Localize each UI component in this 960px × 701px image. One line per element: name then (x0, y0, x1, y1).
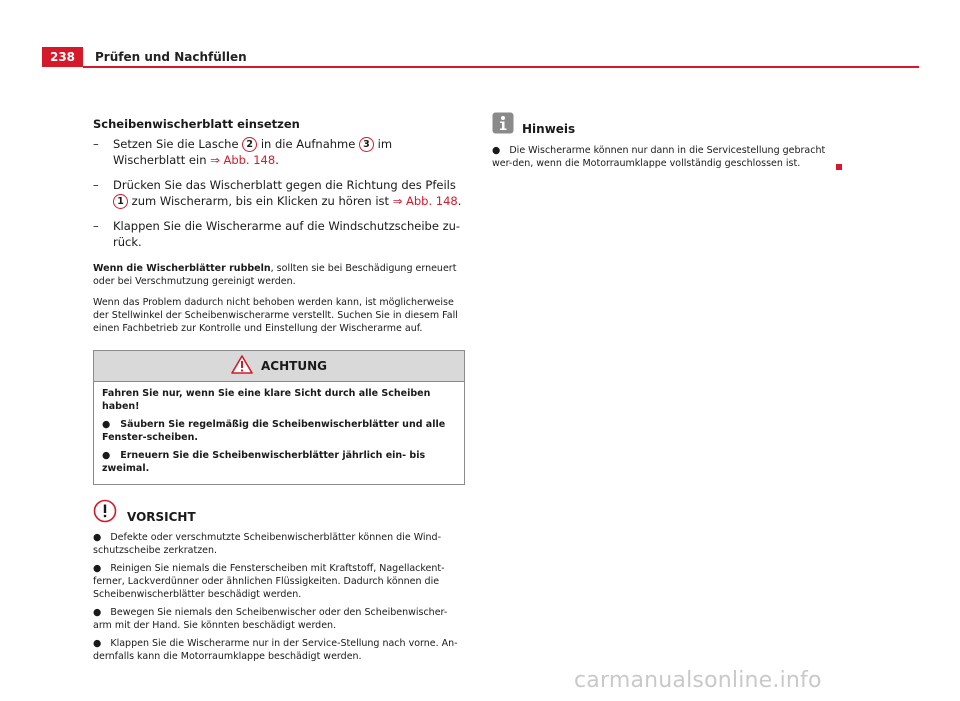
vorsicht-header (93, 499, 465, 527)
vorsicht-item-text: Defekte oder verschmutzte Scheibenwischerblätter können die Wind-schutzscheibe zerkratzen. (93, 532, 442, 556)
bullet: ● (93, 607, 102, 618)
bullet: ● (102, 419, 111, 430)
chapter-title: Prüfen und Nachfüllen (95, 50, 247, 64)
hinweis-item (492, 144, 842, 170)
bullet: ● (93, 532, 102, 543)
section-end-marker (836, 164, 842, 170)
paragraph-stellwinkel: Wenn das Problem dadurch nicht behoben werden kann, ist möglicherweise der Stellwinkel der Scheibenwischerarme verstellt. Suchen Sie in diesem Fall einen Fachbetrieb zur Kontrolle und Einstellung der Wischerarme auf. (93, 297, 458, 334)
bullet: ● (492, 145, 501, 156)
para-text: , sollten sie bei Beschädigung erneuert oder bei Verschmutzung gereinigt werden. (93, 263, 457, 287)
vorsicht-body (93, 531, 465, 663)
achtung-lead: Fahren Sie nur, wenn Sie eine klare Sicht durch alle Scheiben haben! (102, 388, 431, 412)
callout-number: 1 (113, 194, 128, 209)
vorsicht-item (93, 531, 465, 557)
vorsicht-item (93, 606, 465, 632)
step-text: . (457, 194, 462, 208)
achtung-item-text: Säubern Sie regelmäßig die Scheibenwischerblätter und alle Fenster-scheiben. (102, 419, 446, 443)
header-rule (83, 66, 919, 68)
watermark: carmanualsonline.info (574, 668, 822, 693)
vorsicht-item-text: Klappen Sie die Wischerarme nur in der Service-Stellung nach vorne. An-dernfalls kann die Motorraumklappe beschädigt werden. (93, 638, 458, 662)
step-dash: – (93, 178, 99, 192)
figure-link[interactable]: ⇒ Abb. 148 (392, 194, 458, 208)
step-1 (93, 136, 465, 168)
step-text: in die Aufnahme (257, 137, 359, 151)
hinweis-header (492, 112, 842, 138)
step-text: Drücken Sie das Wischerblatt gegen die Richtung des Pfeils (113, 178, 456, 192)
hinweis-label: Hinweis (522, 121, 576, 136)
callout-number: 2 (242, 137, 257, 152)
page-number: 238 (42, 47, 83, 67)
section-title: Scheibenwischerblatt einsetzen (93, 117, 300, 131)
warning-triangle-icon (231, 355, 253, 378)
step-3 (93, 218, 465, 250)
achtung-label: ACHTUNG (261, 359, 327, 373)
exclamation-circle-icon (93, 499, 117, 527)
step-text: . (275, 153, 279, 167)
callout-number: 3 (359, 137, 374, 152)
left-column (93, 117, 465, 668)
bullet: ● (102, 450, 111, 461)
step-text: Setzen Sie die Lasche (113, 137, 243, 151)
para-bold-lead: Wenn die Wischerblätter rubbeln (93, 263, 271, 274)
vorsicht-item (93, 637, 465, 663)
step-text: im Wischerblatt ein (113, 137, 393, 167)
achtung-item (102, 449, 456, 475)
bullet: ● (93, 563, 102, 574)
vorsicht-item-text: Reinigen Sie niemals die Fensterscheiben mit Kraftstoff, Nagellackent-ferner, Lackverdünner oder ähnlichen Flüssigkeiten. Dadurch können die Scheibenwischerblätter beschädigt werden. (93, 563, 445, 600)
achtung-header (94, 351, 464, 382)
vorsicht-item (93, 562, 465, 601)
figure-link[interactable]: ⇒ Abb. 148 (210, 153, 276, 167)
step-dash: – (93, 137, 99, 151)
bullet: ● (93, 638, 102, 649)
right-column (492, 112, 842, 170)
vorsicht-item-text: Bewegen Sie niemals den Scheibenwischer oder den Scheibenwischer-arm mit der Hand. Sie könnten beschädigt werden. (93, 607, 448, 631)
hinweis-item-text: Die Wischerarme können nur dann in die Servicestellung gebracht wer-den, wenn die Motorraumklappe vollständig geschlossen ist. (492, 145, 826, 169)
achtung-item-text: Erneuern Sie die Scheibenwischerblätter jährlich ein- bis zweimal. (102, 450, 426, 474)
achtung-item (102, 418, 456, 444)
achtung-body (94, 382, 464, 484)
step-text: zum Wischerarm, bis ein Klicken zu hören ist (128, 194, 393, 208)
vorsicht-label: VORSICHT (127, 510, 196, 524)
info-icon (492, 112, 514, 138)
achtung-box (93, 350, 465, 485)
step-dash: – (93, 219, 99, 233)
step-2 (93, 177, 465, 209)
step-text: Klappen Sie die Wischerarme auf die Windschutzscheibe zu-rück. (113, 219, 461, 249)
paragraph-rubbeln (93, 262, 465, 288)
